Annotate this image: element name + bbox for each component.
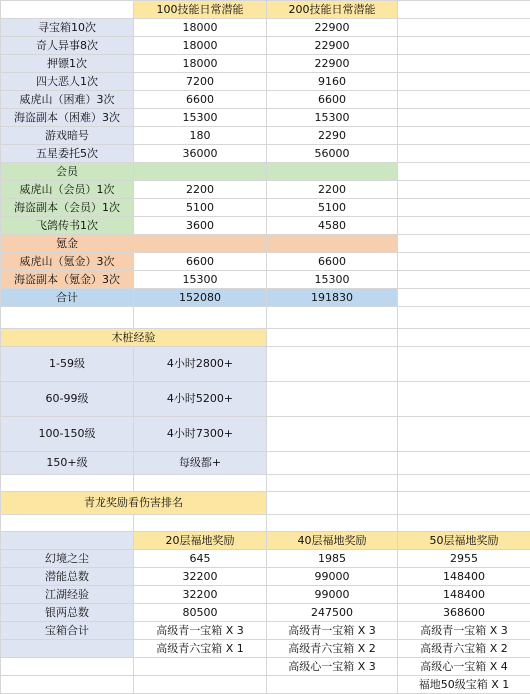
stake-exp[interactable]: 4小时5200+ — [134, 382, 267, 417]
blank-row — [1, 307, 530, 329]
table-row — [1, 109, 530, 127]
table-row — [1, 181, 530, 199]
table-row — [1, 586, 530, 604]
value-200[interactable]: 2290 — [267, 127, 398, 145]
total-label[interactable]: 合计 — [1, 289, 134, 307]
cell[interactable] — [398, 253, 530, 271]
value-200[interactable]: 6600 — [267, 253, 398, 271]
cell[interactable] — [398, 347, 530, 382]
cell[interactable] — [1, 475, 134, 492]
cell[interactable] — [398, 382, 530, 417]
reward-header-40[interactable]: 40层福地奖励 — [267, 532, 398, 550]
stake-header-row — [1, 329, 530, 347]
section-row — [1, 163, 530, 181]
row-label[interactable]: 游戏暗号 — [1, 127, 134, 145]
reward-40[interactable]: 高级青六宝箱 X 2 — [267, 640, 398, 658]
cell[interactable] — [1, 307, 134, 329]
header-row — [1, 1, 530, 19]
table-row — [1, 91, 530, 109]
stake-title[interactable]: 木桩经验 — [1, 329, 267, 347]
value-200[interactable]: 9160 — [267, 73, 398, 91]
cell[interactable] — [398, 452, 530, 475]
reward-20[interactable] — [134, 676, 267, 694]
reward-40[interactable]: 99000 — [267, 568, 398, 586]
cell[interactable] — [134, 235, 267, 253]
cell[interactable] — [267, 347, 398, 382]
header-100[interactable]: 100技能日常潜能 — [134, 1, 267, 19]
table-row — [1, 417, 530, 452]
reward-50[interactable]: 368600 — [398, 604, 530, 622]
value-100[interactable]: 15300 — [134, 109, 267, 127]
cell[interactable] — [134, 515, 267, 532]
reward-50[interactable]: 高级心一宝箱 X 4 — [398, 658, 530, 676]
cell[interactable] — [398, 55, 530, 73]
value-100[interactable]: 2200 — [134, 181, 267, 199]
reward-20[interactable]: 645 — [134, 550, 267, 568]
row-label[interactable]: 威虎山（困难）3次 — [1, 91, 134, 109]
table-row — [1, 452, 530, 475]
row-label[interactable] — [1, 676, 134, 694]
value-200[interactable]: 15300 — [267, 109, 398, 127]
row-label[interactable]: 银两总数 — [1, 604, 134, 622]
reward-20[interactable]: 高级青六宝箱 X 1 — [134, 640, 267, 658]
table-row — [1, 382, 530, 417]
cell[interactable] — [134, 475, 267, 492]
table-row — [1, 658, 530, 676]
cell[interactable] — [398, 307, 530, 329]
reward-20[interactable]: 32200 — [134, 568, 267, 586]
value-200[interactable]: 22900 — [267, 19, 398, 37]
reward-50[interactable]: 148400 — [398, 568, 530, 586]
value-200[interactable]: 4580 — [267, 217, 398, 235]
row-label[interactable]: 海盗副本（困难）3次 — [1, 109, 134, 127]
row-label[interactable]: 威虎山（氪金）3次 — [1, 253, 134, 271]
value-100[interactable]: 36000 — [134, 145, 267, 163]
table-row — [1, 127, 530, 145]
cell[interactable] — [267, 235, 398, 253]
value-100[interactable]: 180 — [134, 127, 267, 145]
cell[interactable] — [267, 452, 398, 475]
reward-40[interactable]: 247500 — [267, 604, 398, 622]
cell[interactable] — [398, 329, 530, 347]
cell[interactable] — [267, 515, 398, 532]
table-row — [1, 347, 530, 382]
value-200[interactable]: 6600 — [267, 91, 398, 109]
stake-exp[interactable]: 4小时7300+ — [134, 417, 267, 452]
reward-50[interactable]: 148400 — [398, 586, 530, 604]
cell[interactable] — [398, 145, 530, 163]
table-row — [1, 604, 530, 622]
table-row — [1, 145, 530, 163]
blank-row — [1, 475, 530, 492]
stake-exp[interactable]: 4小时2800+ — [134, 347, 267, 382]
cell[interactable] — [267, 307, 398, 329]
total-row — [1, 289, 530, 307]
value-100[interactable]: 5100 — [134, 199, 267, 217]
value-100[interactable]: 18000 — [134, 37, 267, 55]
cell[interactable] — [398, 181, 530, 199]
cell[interactable] — [398, 217, 530, 235]
row-label[interactable] — [1, 640, 134, 658]
reward-50[interactable]: 福地50级宝箱 X 1 — [398, 676, 530, 694]
reward-40[interactable]: 99000 — [267, 586, 398, 604]
table-row — [1, 640, 530, 658]
table-row — [1, 676, 530, 694]
reward-40[interactable] — [267, 676, 398, 694]
table-row — [1, 550, 530, 568]
rewards-header-row — [1, 532, 530, 550]
row-label[interactable]: 四大恶人1次 — [1, 73, 134, 91]
row-label[interactable]: 威虎山（会员）1次 — [1, 181, 134, 199]
value-200[interactable]: 5100 — [267, 199, 398, 217]
cell[interactable] — [267, 475, 398, 492]
dragon-row — [1, 492, 530, 515]
cell[interactable] — [398, 163, 530, 181]
value-100[interactable]: 18000 — [134, 55, 267, 73]
cell[interactable] — [398, 37, 530, 55]
cell[interactable] — [398, 1, 530, 19]
cell[interactable] — [1, 515, 134, 532]
row-label[interactable]: 押镖1次 — [1, 55, 134, 73]
cell[interactable] — [267, 163, 398, 181]
value-100[interactable]: 3600 — [134, 217, 267, 235]
stake-exp[interactable]: 每级都+ — [134, 452, 267, 475]
reward-40[interactable]: 高级心一宝箱 X 3 — [267, 658, 398, 676]
dragon-title[interactable]: 青龙奖励看伤害排名 — [1, 492, 267, 515]
blank-row — [1, 515, 530, 532]
table-row — [1, 55, 530, 73]
row-label[interactable]: 奇人异事8次 — [1, 37, 134, 55]
row-label[interactable]: 五星委托5次 — [1, 145, 134, 163]
value-100[interactable]: 6600 — [134, 91, 267, 109]
reward-50[interactable]: 高级青一宝箱 X 3 — [398, 622, 530, 640]
table-row — [1, 199, 530, 217]
level-label[interactable]: 1-59级 — [1, 347, 134, 382]
section-row — [1, 235, 530, 253]
reward-40[interactable]: 1985 — [267, 550, 398, 568]
value-200[interactable]: 56000 — [267, 145, 398, 163]
cell[interactable] — [398, 492, 530, 515]
value-200[interactable]: 15300 — [267, 271, 398, 289]
cell[interactable] — [398, 417, 530, 452]
row-label[interactable]: 潜能总数 — [1, 568, 134, 586]
row-label[interactable]: 寻宝箱10次 — [1, 19, 134, 37]
table-row — [1, 73, 530, 91]
row-label[interactable]: 宝箱合计 — [1, 622, 134, 640]
row-label[interactable] — [1, 658, 134, 676]
value-100[interactable]: 7200 — [134, 73, 267, 91]
row-label[interactable]: 海盗副本（会员）1次 — [1, 199, 134, 217]
cell[interactable] — [267, 492, 398, 515]
reward-20[interactable]: 高级青一宝箱 X 3 — [134, 622, 267, 640]
total-100[interactable]: 152080 — [134, 289, 267, 307]
total-200[interactable]: 191830 — [267, 289, 398, 307]
reward-20[interactable] — [134, 658, 267, 676]
header-200[interactable]: 200技能日常潜能 — [267, 1, 398, 19]
value-100[interactable]: 6600 — [134, 253, 267, 271]
cell[interactable] — [398, 475, 530, 492]
row-label[interactable]: 江湖经验 — [1, 586, 134, 604]
table-row — [1, 253, 530, 271]
cell[interactable] — [134, 163, 267, 181]
cell[interactable] — [398, 91, 530, 109]
reward-20[interactable]: 32200 — [134, 586, 267, 604]
cell[interactable] — [267, 382, 398, 417]
value-100[interactable]: 15300 — [134, 271, 267, 289]
level-label[interactable]: 60-99级 — [1, 382, 134, 417]
cell[interactable] — [267, 329, 398, 347]
cell[interactable] — [398, 73, 530, 91]
cell[interactable] — [134, 307, 267, 329]
reward-header-20[interactable]: 20层福地奖励 — [134, 532, 267, 550]
table-row — [1, 622, 530, 640]
reward-header-50[interactable]: 50层福地奖励 — [398, 532, 530, 550]
reward-40[interactable]: 高级青一宝箱 X 3 — [267, 622, 398, 640]
table-row — [1, 37, 530, 55]
cell[interactable] — [398, 19, 530, 37]
cell[interactable] — [398, 235, 530, 253]
krypton-section-title[interactable]: 氪金 — [1, 235, 134, 253]
cell[interactable] — [398, 289, 530, 307]
cell[interactable] — [398, 515, 530, 532]
cell[interactable] — [267, 417, 398, 452]
value-100[interactable]: 18000 — [134, 19, 267, 37]
level-label[interactable]: 150+级 — [1, 452, 134, 475]
cell[interactable] — [1, 532, 134, 550]
row-label[interactable]: 飞鸽传书1次 — [1, 217, 134, 235]
reward-50[interactable]: 高级青六宝箱 X 2 — [398, 640, 530, 658]
member-section-title[interactable]: 会员 — [1, 163, 134, 181]
reward-20[interactable]: 80500 — [134, 604, 267, 622]
cell[interactable] — [398, 127, 530, 145]
table-row — [1, 568, 530, 586]
reward-50[interactable]: 2955 — [398, 550, 530, 568]
value-200[interactable]: 22900 — [267, 55, 398, 73]
cell[interactable] — [1, 1, 134, 19]
table-row — [1, 217, 530, 235]
value-200[interactable]: 22900 — [267, 37, 398, 55]
row-label[interactable]: 幻境之尘 — [1, 550, 134, 568]
cell[interactable] — [398, 109, 530, 127]
table-row — [1, 19, 530, 37]
cell[interactable] — [398, 271, 530, 289]
level-label[interactable]: 100-150级 — [1, 417, 134, 452]
value-200[interactable]: 2200 — [267, 181, 398, 199]
table-row — [1, 271, 530, 289]
cell[interactable] — [398, 199, 530, 217]
row-label[interactable]: 海盗副本（氪金）3次 — [1, 271, 134, 289]
